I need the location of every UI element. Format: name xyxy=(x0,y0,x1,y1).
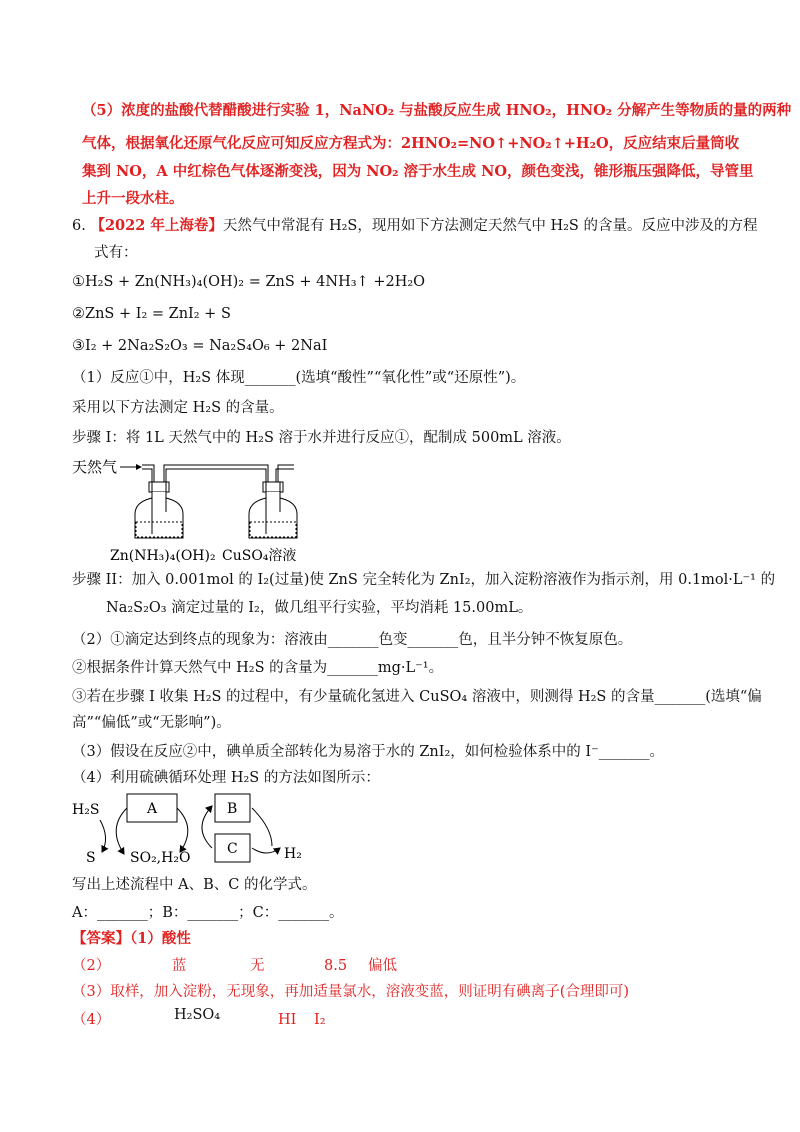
apparatus-figure xyxy=(72,452,332,572)
s-label: S xyxy=(86,850,96,866)
answer-2-value-2: 无 xyxy=(250,958,265,974)
box-c-label: C xyxy=(227,841,238,857)
question-4: （4）利用硫碘循环处理 H₂S 的方法如图所示： xyxy=(72,770,380,786)
arrow-head-icon xyxy=(136,464,142,470)
answer-tag: 【答案】 xyxy=(72,930,130,947)
part5-line3: 集到 NO，A 中红棕色气体逐渐变浅，因为 NO₂ 溶于水生成 NO，颜色变浅，锥形瓶压强降低，导管里 xyxy=(82,163,754,180)
question-source: 【2022 年上海卷】 xyxy=(90,217,223,234)
h2s-label: H₂S xyxy=(72,802,100,818)
step-2-line1: 步骤 II：加入 0.001mol 的 I₂(过量)使 ZnS 完全转化为 ZnI₂，加入淀粉溶液作为指示剂，用 0.1mol·L⁻¹ 的 xyxy=(72,572,776,588)
h2-label: H₂ xyxy=(284,846,302,862)
so2-h2o-label: SO₂,H₂O xyxy=(130,850,191,866)
equation-2: ②ZnS + I₂ = ZnI₂ + S xyxy=(72,306,231,322)
box-b-label: B xyxy=(227,801,238,817)
question-2-3-line2: 高”“偏低”或“无影响”)。 xyxy=(72,715,231,731)
answer-4-number: （4） xyxy=(72,1012,111,1028)
answer-4-value-1: H₂SO₄ xyxy=(174,1007,221,1023)
question-4-prompt: 写出上述流程中 A、B、C 的化学式。 xyxy=(72,877,317,893)
answer-line-2 xyxy=(72,956,492,976)
bottle-2-label: CuSO₄溶液 xyxy=(222,548,297,564)
step-1: 步骤 I：将 1L 天然气中的 H₂S 溶于水并进行反应①，配制成 500mL 溶液。 xyxy=(72,430,571,446)
question-3: （3）假设在反应②中，碘单质全部转化为易溶于水的 ZnI₂，如何检验体系中的 I⁻_______。 xyxy=(72,744,665,760)
question-2-1: （2）①滴定达到终点的现象为：溶液由_______色变_______色，且半分钟不恢复原色。 xyxy=(72,632,633,648)
equation-1: ①H₂S + Zn(NH₃)₄(OH)₂ = ZnS + 4NH₃↑ +2H₂O xyxy=(72,274,426,290)
answer-2-value-1: 蓝 xyxy=(172,958,187,974)
answer-line-1 xyxy=(72,929,191,949)
question-1: （1）反应①中，H₂S 体现_______(选填“酸性”“氧化性”或“还原性”)。 xyxy=(72,370,526,386)
answer-1: （1）酸性 xyxy=(130,930,191,947)
method-text: 采用以下方法测定 H₂S 的含量。 xyxy=(72,400,284,416)
answer-3: （3）取样，加入淀粉，无现象，再加适量氯水，溶液变蓝，则证明有碘离子(合理即可) xyxy=(72,984,630,1000)
bottle-1-label: Zn(NH₃)₄(OH)₂ xyxy=(110,548,216,564)
question-number: 6. xyxy=(72,218,86,234)
bottle-1 xyxy=(135,482,183,538)
gas-label: 天然气 xyxy=(72,458,118,476)
part5-line1: （5）浓度的盐酸代替醋酸进行实验 1，NaNO₂ 与盐酸反应生成 HNO₂，HNO₂ 分解产生等物质的量的两种 xyxy=(82,102,792,119)
answer-4-value-3: I₂ xyxy=(314,1012,326,1028)
question-4-blanks: A：_______；B：_______；C：_______。 xyxy=(72,905,344,921)
answer-2-value-4: 偏低 xyxy=(368,958,397,974)
cycle-diagram xyxy=(72,788,332,870)
question-2-3-line1: ③若在步骤 I 收集 H₂S 的过程中，有少量硫化氢进入 CuSO₄ 溶液中，则测得 H₂S 的含量_______(选填“偏 xyxy=(72,689,762,705)
question-intro: 天然气中常混有 H₂S，现用如下方法测定天然气中 H₂S 的含量。反应中涉及的方程 xyxy=(222,218,758,234)
answer-2-value-3: 8.5 xyxy=(324,958,348,974)
question-6-header xyxy=(72,216,757,236)
part5-line2: 气体，根据氧化还原气化反应可知反应方程式为：2HNO₂=NO↑+NO₂↑+H₂O，反应结束后量筒收 xyxy=(82,135,740,152)
step-2-line2: Na₂S₂O₃ 滴定过量的 I₂，做几组平行实验，平均消耗 15.00mL。 xyxy=(106,600,533,616)
question-intro-2: 式有： xyxy=(94,245,138,261)
answer-line-4 xyxy=(72,1007,492,1030)
box-a-label: A xyxy=(147,801,158,817)
equation-3: ③I₂ + 2Na₂S₂O₃ = Na₂S₄O₆ + 2NaI xyxy=(72,338,328,354)
question-2-2: ②根据条件计算天然气中 H₂S 的含量为_______mg·L⁻¹。 xyxy=(72,660,444,676)
part5-line4: 上升一段水柱。 xyxy=(82,190,184,207)
answer-2-number: （2） xyxy=(72,958,111,974)
bottle-2 xyxy=(249,482,297,538)
answer-4-value-2: HI xyxy=(278,1012,297,1028)
